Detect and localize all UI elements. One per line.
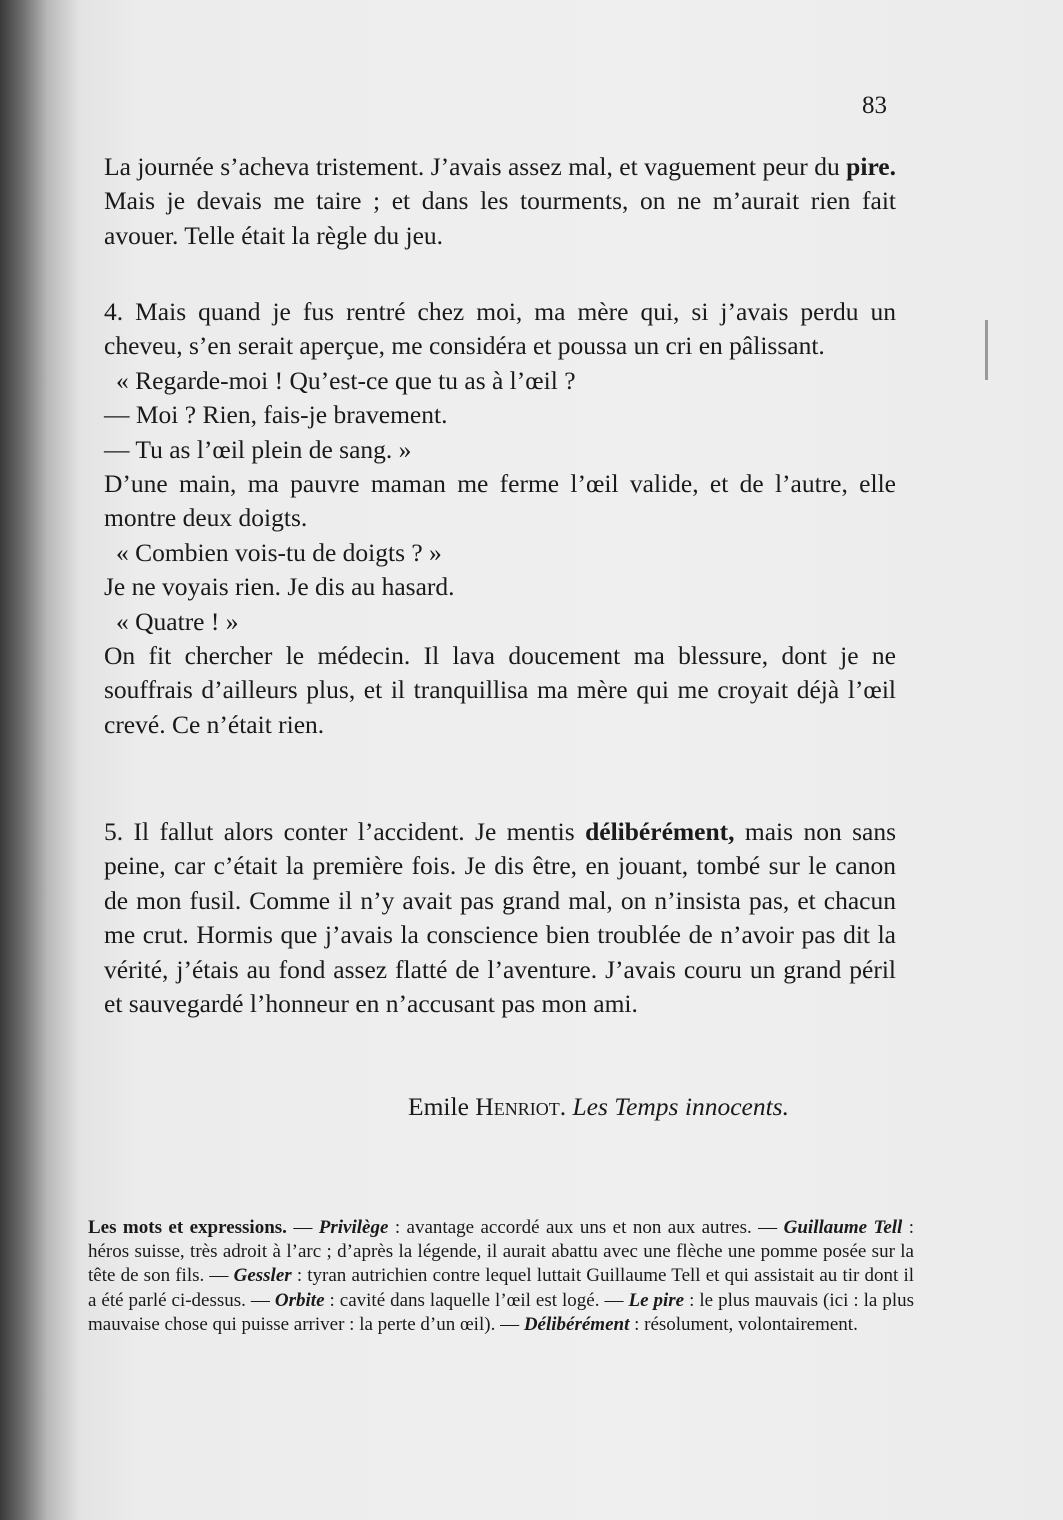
- paragraph-4-text: 4. Mais quand je fus rentré chez moi, ma mère qui, si j’avais perdu un cheveu, s’en serait aperçue, me considéra et poussa un cri en pâlissant.: [104, 297, 896, 361]
- entry-dash: —: [599, 1289, 629, 1311]
- page-number: 83: [862, 92, 887, 119]
- glossary-definition: : avantage accordé aux uns et non aux autres.: [388, 1217, 752, 1238]
- bold-word-pire: pire.: [846, 152, 896, 181]
- glossary-term: Le pire: [628, 1289, 685, 1311]
- dialogue-line: « Quatre ! »: [116, 606, 239, 636]
- dialogue-line: — Tu as l’œil plein de sang. »: [104, 434, 412, 464]
- work-title: Les Temps innocents.: [572, 1092, 789, 1121]
- entry-dash: —: [286, 1217, 319, 1238]
- text-line-2a: peur du: [762, 152, 847, 181]
- text-line-2c: Mais je devais me taire ; et dans les tourments, on: [104, 186, 666, 216]
- entry-dash: —: [751, 1217, 784, 1238]
- margin-mark: [985, 320, 988, 380]
- paragraph-5: [104, 815, 896, 1021]
- text-line-1: La journée s’acheva tristement. J’avais assez mal, et vaguement: [104, 152, 756, 181]
- paragraph-5-start: 5. Il fallut alors conter l’accident. Je mentis: [104, 817, 586, 846]
- glossary-term: Orbite: [274, 1289, 325, 1311]
- author-last-name: Henriot: [475, 1092, 560, 1121]
- paragraph-4: [104, 295, 896, 742]
- attribution: [408, 1092, 888, 1122]
- glossary-term: Guillaume Tell: [783, 1217, 903, 1238]
- attribution-separator: .: [559, 1092, 573, 1121]
- bold-word-deliberement: délibérément,: [585, 817, 735, 846]
- glossary-term: Délibérément: [523, 1313, 630, 1335]
- dialogue-line: — Moi ? Rien, fais-je bravement.: [104, 400, 448, 430]
- paragraph-5-text: [104, 815, 896, 1021]
- glossary-heading: Les mots et expressions.: [88, 1217, 287, 1238]
- glossary-entry: [246, 1290, 600, 1311]
- text-line-3: ne m’aurait rien fait avouer. Telle était la règle du jeu.: [104, 186, 896, 250]
- glossary-definition: : résolument, volontairement.: [629, 1313, 858, 1335]
- glossary-entry: [287, 1217, 752, 1238]
- glossary-term: Gessler: [233, 1265, 292, 1287]
- glossary: [88, 1216, 914, 1337]
- entry-dash: —: [245, 1289, 275, 1311]
- text-line: [104, 150, 896, 253]
- entry-dash: —: [495, 1313, 524, 1335]
- paragraph-4-text: On fit chercher le médecin. Il lava doucement ma blessure, dont je ne souffrais d’ailleurs plus, et il tranquillisa ma mère qui me croyait déjà l’œil crevé. Ce n’était rien.: [104, 641, 896, 739]
- glossary-definition: : tyran autrichien contre lequel luttait Guillaume Tell et qui assistait au tir dont il a été parlé ci-dessus.: [88, 1265, 915, 1311]
- dialogue-line: « Combien vois-tu de doigts ? »: [116, 537, 442, 567]
- glossary-definition: : héros suisse, très adroit à l’arc ; d’après la légende, il aurait abattu avec une flèche une pomme posée sur la tête de son fils.: [88, 1217, 915, 1287]
- glossary-entry: [495, 1314, 858, 1335]
- paragraph-intro: [104, 150, 896, 253]
- glossary-term: Privilège: [318, 1217, 389, 1238]
- paragraph-4-text: D’une main, ma pauvre maman me ferme l’œil valide, et de l’autre, elle montre deux doigts.: [104, 469, 896, 533]
- author-first-name: Emile: [408, 1092, 476, 1121]
- paragraph-5-rest: mais non sans peine, car c’était la première fois. Je dis être, en jouant, tombé sur le canon de mon fusil. Comme il n’y avait pas grand mal, on n’insista pas, et chacun me crut. Hormis que j’avais la conscience bien troublée de n’avoir pas dit la vérité, j’étais au fond assez flatté de l’aventure. J’avais couru un grand péril et sauvegardé l’honneur en n’accusant pas mon ami.: [104, 817, 897, 1019]
- glossary-definition: : le plus mauvais (ici : la plus mauvaise chose qui puisse arriver : la perte d’un œil).: [88, 1289, 914, 1335]
- entry-dash: —: [204, 1265, 234, 1287]
- dialogue-line: « Regarde-moi ! Qu’est-ce que tu as à l’œil ?: [116, 365, 576, 395]
- glossary-definition: : cavité dans laquelle l’œil est logé.: [324, 1289, 600, 1311]
- dialogue-line: Je ne voyais rien. Je dis au hasard.: [104, 572, 455, 602]
